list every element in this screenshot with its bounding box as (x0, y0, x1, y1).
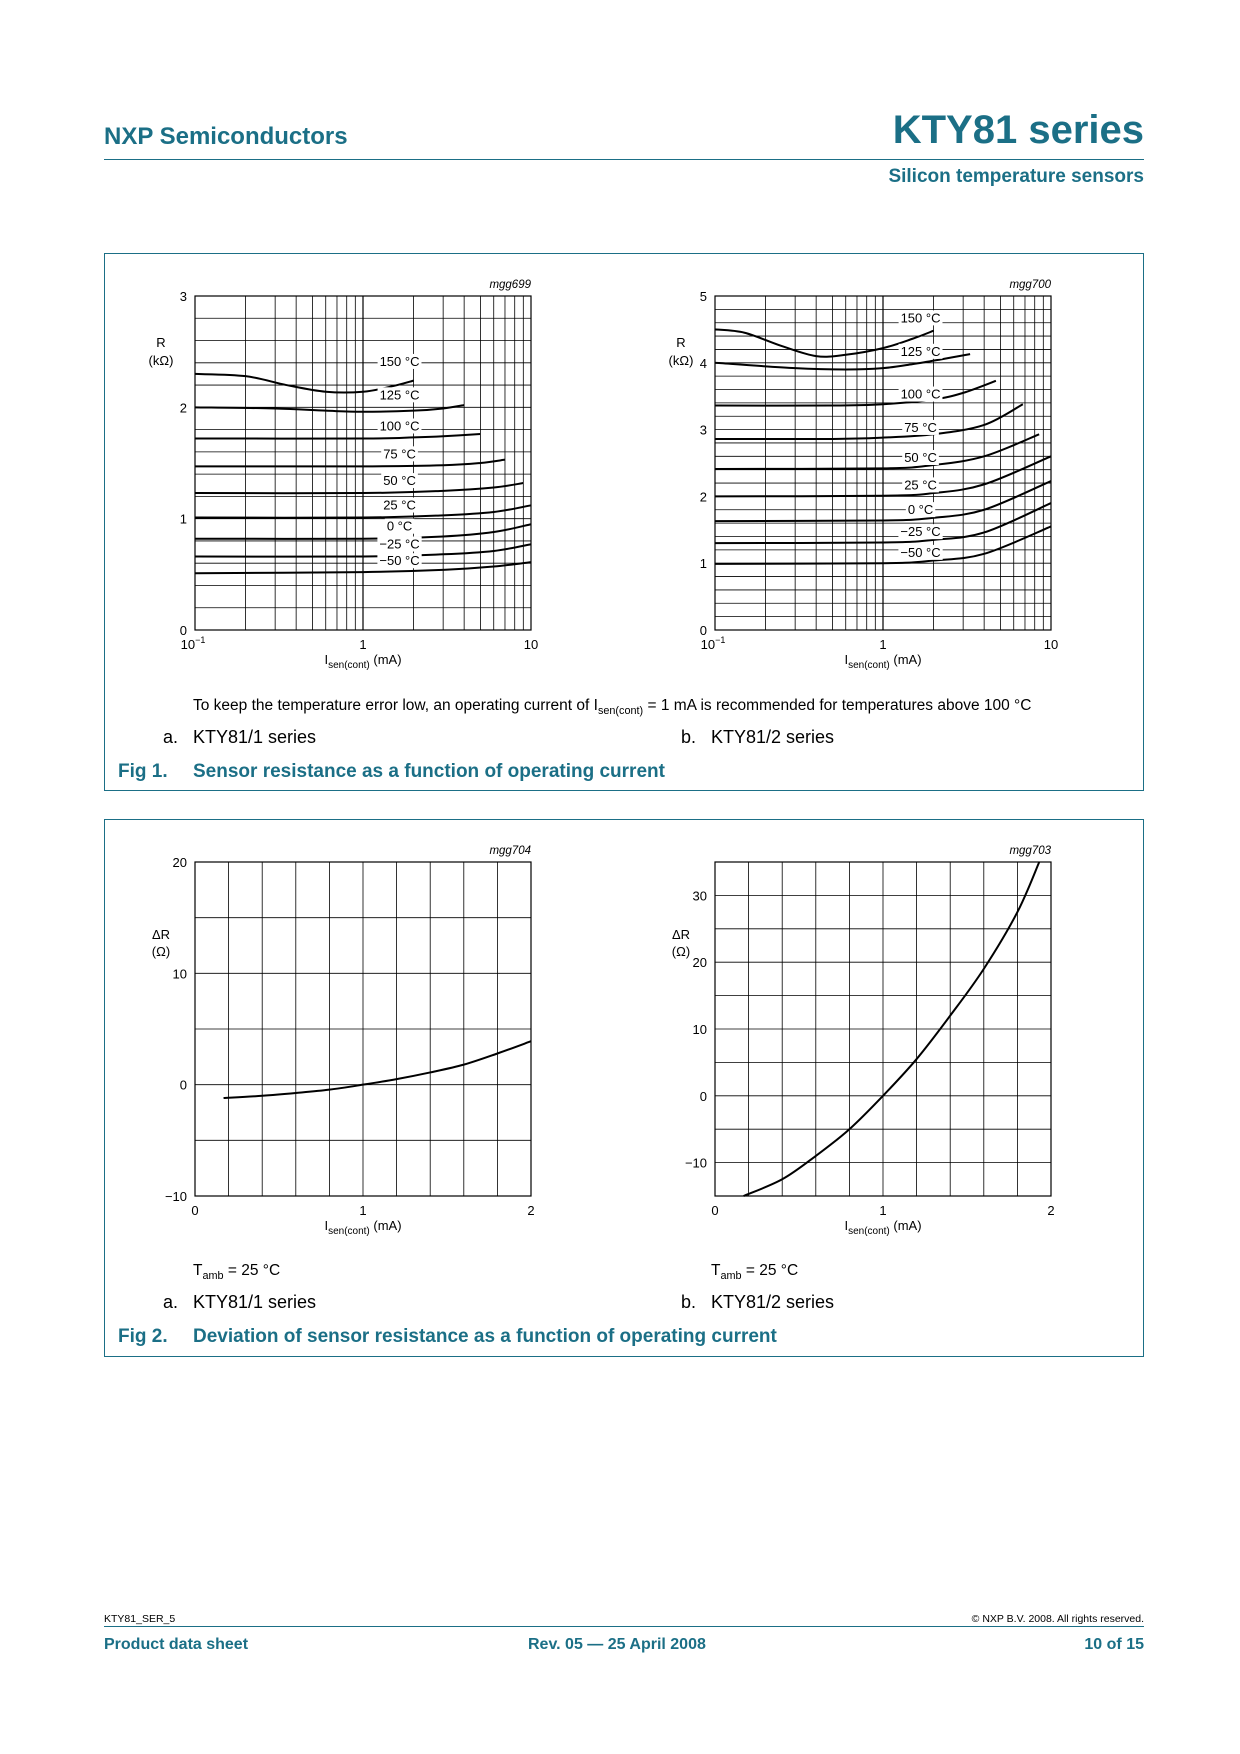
series-line (195, 483, 523, 493)
figure-2b-label: KTY81/2 series (711, 1292, 835, 1312)
x-axis-label-subscript: sen(cont) (328, 1226, 370, 1237)
header-rule (104, 159, 1144, 160)
chart-mgg700 (650, 270, 1090, 680)
series-label: −50 °C (379, 553, 420, 569)
series-label: 125 °C (900, 343, 941, 359)
figure-1a-label: KTY81/1 series (193, 727, 317, 747)
x-tick-label: 1 (879, 1203, 887, 1218)
figure-1a-letter: a. (163, 727, 179, 747)
footer-copyright: © NXP B.V. 2008. All rights reserved. (971, 1613, 1144, 1625)
series-label: 150 °C (379, 353, 420, 369)
y-tick-label: −10 (684, 1155, 707, 1171)
footer-revision: Rev. 05 — 25 April 2008 (528, 1636, 706, 1653)
x-axis-label: $I_{sen(cont)}$ (mA) (844, 652, 922, 671)
x-axis-label-unit: (mA) (889, 1218, 922, 1233)
series-label: −25 °C (379, 536, 420, 552)
series-label: −50 °C (900, 544, 941, 560)
x-tick-label: 1 (879, 637, 887, 652)
series-label: 125 °C (379, 387, 420, 403)
x-tick-label: 10 (1043, 637, 1059, 652)
figure-2a-letter: a. (163, 1292, 179, 1312)
y-axis-unit: (Ω) (671, 944, 691, 959)
x-tick-label: 2 (527, 1203, 535, 1218)
x-axis-label: $I_{sen(cont)}$ (mA) (324, 1218, 402, 1237)
y-axis-label: R (676, 335, 686, 350)
figure-1b-label: KTY81/2 series (711, 727, 835, 747)
x-tick-label: 1 (359, 637, 367, 652)
series-label: −25 °C (900, 524, 941, 540)
x-axis-label-subscript: sen(cont) (848, 1226, 890, 1237)
x-tick-label: 0 (191, 1203, 199, 1218)
y-tick-label: 20 (172, 855, 187, 870)
chart-mgg704 (130, 836, 570, 1246)
figure-1-number: Fig 1. (118, 761, 168, 782)
company-name: NXP Semiconductors (104, 123, 348, 150)
y-tick-label: 5 (699, 289, 707, 304)
y-tick-label: 30 (692, 888, 707, 904)
series-label: 100 °C (379, 418, 420, 434)
x-axis-label-subscript: sen(cont) (328, 660, 370, 671)
y-axis-unit: (kΩ) (148, 353, 174, 368)
x-tick-label: 1 (359, 1203, 367, 1218)
figure-1-note: To keep the temperature error low, an operating current of $I_{sen(cont)} = 1$ mA is recommended for temperatures above 100 °C (193, 697, 1032, 718)
figure-1b-letter: b. (681, 727, 697, 747)
figure-2a-label: KTY81/1 series (193, 1292, 317, 1312)
chart-id-label: mgg700 (1009, 279, 1051, 291)
y-tick-label: 3 (699, 422, 707, 438)
document-subtitle: Silicon temperature sensors (888, 166, 1144, 187)
x-axis-label-unit: (mA) (889, 652, 922, 667)
footer-doc-type: Product data sheet (104, 1636, 249, 1653)
y-tick-label: 20 (692, 955, 707, 971)
series-label: 50 °C (383, 473, 416, 489)
x-tick-label: 10 (523, 637, 539, 652)
y-tick-label: 0 (699, 623, 707, 638)
chart-id-label: mgg703 (1009, 845, 1051, 857)
y-tick-label: 0 (179, 1077, 187, 1093)
series-line (195, 434, 480, 439)
y-tick-label: 4 (699, 355, 707, 371)
series-label: 150 °C (900, 310, 941, 326)
figure-1-title: Sensor resistance as a function of operating current (193, 761, 665, 782)
x-axis-label-subscript: sen(cont) (848, 660, 890, 671)
figure-2b-note: $T_{amb} = 25$ °C (711, 1262, 799, 1283)
series-label: 25 °C (904, 477, 937, 493)
series-line (195, 405, 464, 412)
series-line (224, 1041, 531, 1098)
x-tick-label: $10^{-1}$ (700, 635, 726, 652)
y-tick-label: 10 (692, 1022, 707, 1037)
series-label: 0 °C (386, 518, 413, 534)
series-label: 0 °C (907, 502, 934, 518)
figure-2-number: Fig 2. (118, 1326, 168, 1347)
series-line (195, 460, 505, 467)
y-tick-label: 1 (179, 511, 187, 527)
x-tick-exponent: −1 (715, 635, 726, 645)
document-title: KTY81 series (892, 108, 1144, 152)
x-tick-label: 0 (711, 1203, 719, 1218)
series-label: 25 °C (383, 497, 416, 513)
y-tick-label: −10 (164, 1189, 187, 1204)
x-tick-exponent: −1 (195, 635, 206, 645)
series-label: 50 °C (904, 450, 937, 466)
footer-page-number: 10 of 15 (1084, 1636, 1144, 1653)
figure-2-title: Deviation of sensor resistance as a function of operating current (193, 1326, 777, 1347)
y-tick-label: 10 (172, 966, 187, 982)
x-tick-label: $10^{-1}$ (180, 635, 206, 652)
figure-2b-letter: b. (681, 1292, 697, 1312)
x-axis-label: $I_{sen(cont)}$ (mA) (324, 652, 402, 671)
x-axis-label-unit: (mA) (369, 1218, 402, 1233)
series-label: 100 °C (900, 386, 941, 402)
footer-doc-id: KTY81_SER_5 (104, 1613, 176, 1625)
series-line (715, 404, 1023, 439)
chart-mgg699 (130, 270, 570, 680)
figure-2a-note: $T_{amb} = 25$ °C (193, 1262, 281, 1283)
y-axis-unit: (Ω) (151, 944, 171, 959)
series-label: 75 °C (904, 419, 937, 435)
y-axis-label: ΔR (671, 927, 691, 942)
x-axis-label-unit: (mA) (369, 652, 402, 667)
y-tick-label: 2 (179, 400, 187, 416)
y-axis-unit: (kΩ) (668, 353, 694, 368)
y-tick-label: 0 (699, 1088, 707, 1104)
y-tick-label: 3 (179, 289, 187, 304)
chart-mgg703 (650, 836, 1090, 1246)
footer-rule (104, 1626, 1144, 1627)
y-axis-label: R (156, 335, 166, 350)
chart-id-label: mgg704 (489, 845, 531, 857)
y-tick-label: 0 (179, 623, 187, 638)
series-line (715, 381, 996, 406)
chart-id-label: mgg699 (489, 279, 531, 291)
x-tick-label: 2 (1047, 1203, 1055, 1218)
x-axis-label: $I_{sen(cont)}$ (mA) (844, 1218, 922, 1237)
y-tick-label: 2 (699, 489, 707, 505)
y-axis-label: ΔR (151, 927, 171, 942)
y-tick-label: 1 (699, 556, 707, 572)
series-label: 75 °C (383, 446, 416, 462)
